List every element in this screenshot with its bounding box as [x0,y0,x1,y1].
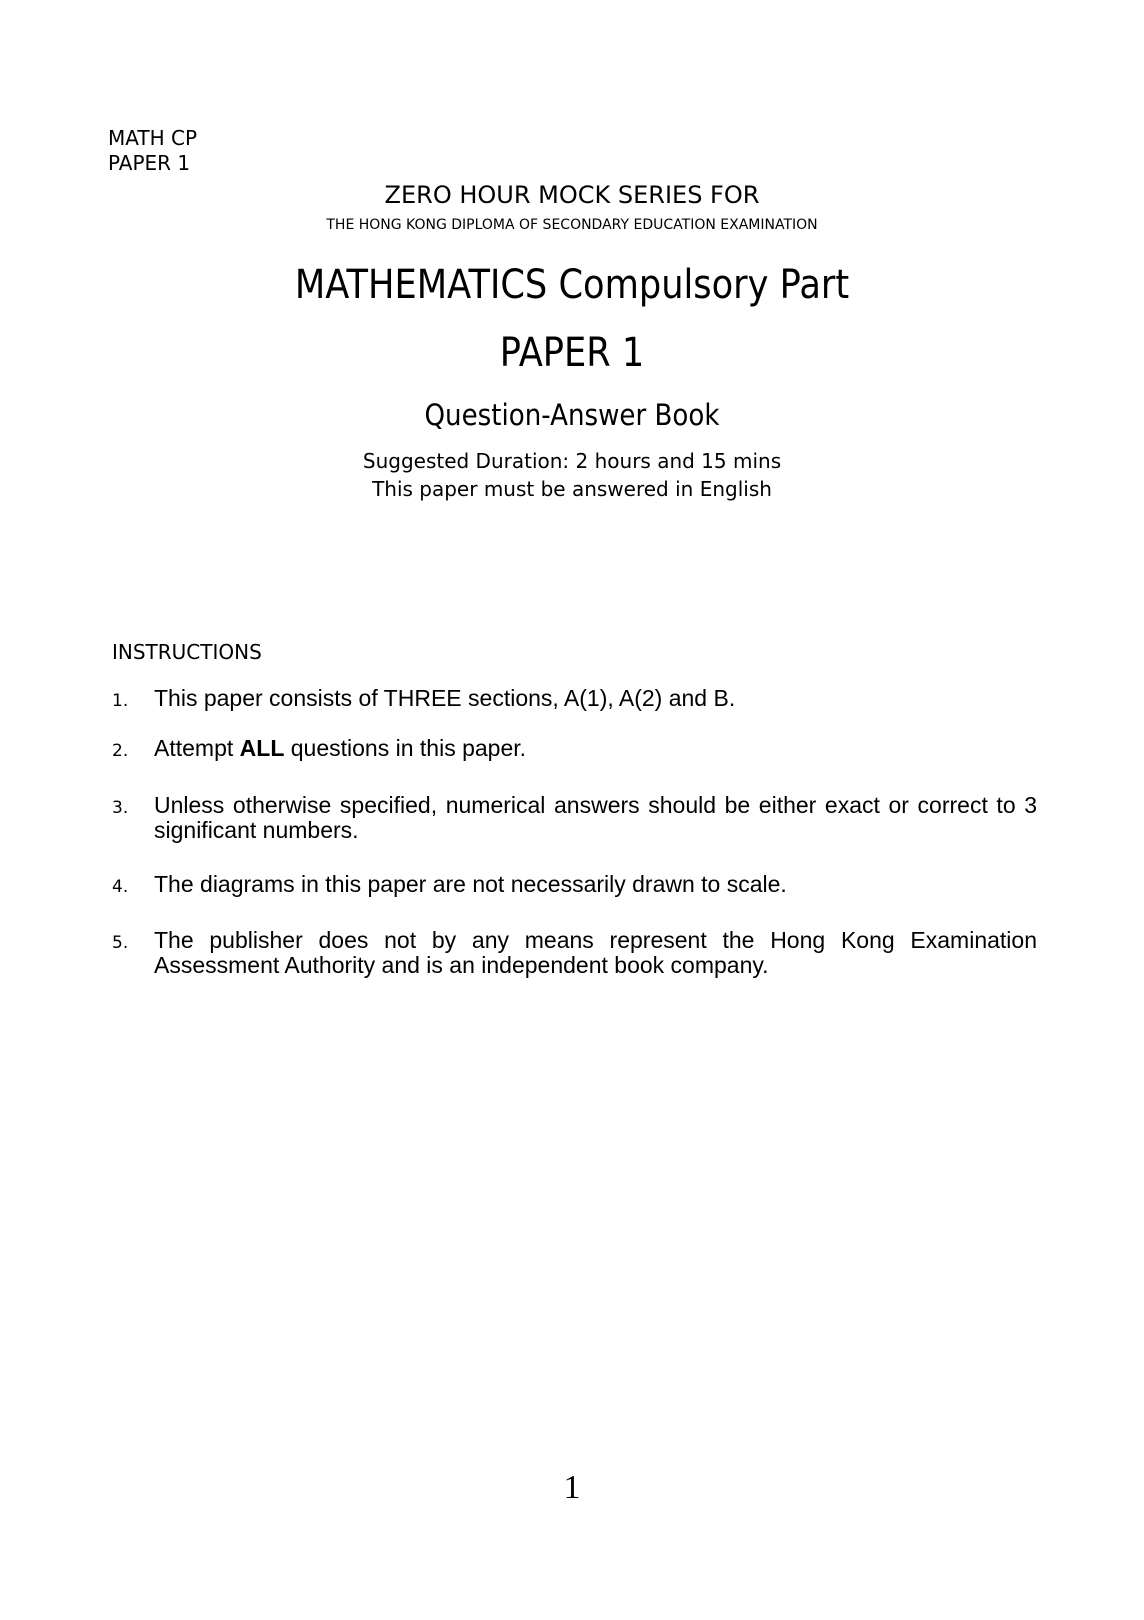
book-type: Question-Answer Book [424,398,720,432]
item-text [154,736,1037,764]
item-text: The diagrams in this paper are not necessarily drawn to scale. [154,871,787,897]
instruction-item [112,872,1037,900]
item-text-pre: Attempt [154,735,240,761]
page-number: 1 [563,1469,581,1506]
instruction-item [112,736,1037,764]
instruction-item [112,793,1037,843]
item-number: 4. [112,877,129,897]
item-text-post: questions in this paper. [284,735,527,761]
exam-name: THE HONG KONG DIPLOMA OF SECONDARY EDUCATION EXAMINATION [326,217,818,233]
item-text-bold: ALL [239,735,285,761]
subject-code: MATH CP [108,126,198,150]
paper-code [108,126,197,176]
item-number: 2. [112,741,129,761]
paper-title: PAPER 1 [499,330,645,376]
duration-info [0,447,1144,503]
item-number: 3. [112,798,129,818]
item-number: 5. [112,933,129,953]
item-text: Unless otherwise specified, numerical answers should be either exact or correct to 3 significant numbers. [154,792,1037,843]
instruction-item [112,686,1037,714]
instruction-item [112,928,1037,978]
item-text: The publisher does not by any means represent the Hong Kong Examination Assessment Authority and is an independent book company. [154,927,1037,978]
item-number: 1. [112,691,129,711]
item-text: This paper consists of THREE sections, A(1), A(2) and B. [154,685,736,711]
main-title: MATHEMATICS Compulsory Part [294,262,850,308]
language-note: This paper must be answered in English [372,477,772,501]
instructions-heading: INSTRUCTIONS [112,640,262,664]
instructions-list [112,686,1037,978]
paper-code-line: PAPER 1 [108,151,191,175]
duration: Suggested Duration: 2 hours and 15 mins [362,449,782,473]
series-title: ZERO HOUR MOCK SERIES FOR [384,181,760,209]
